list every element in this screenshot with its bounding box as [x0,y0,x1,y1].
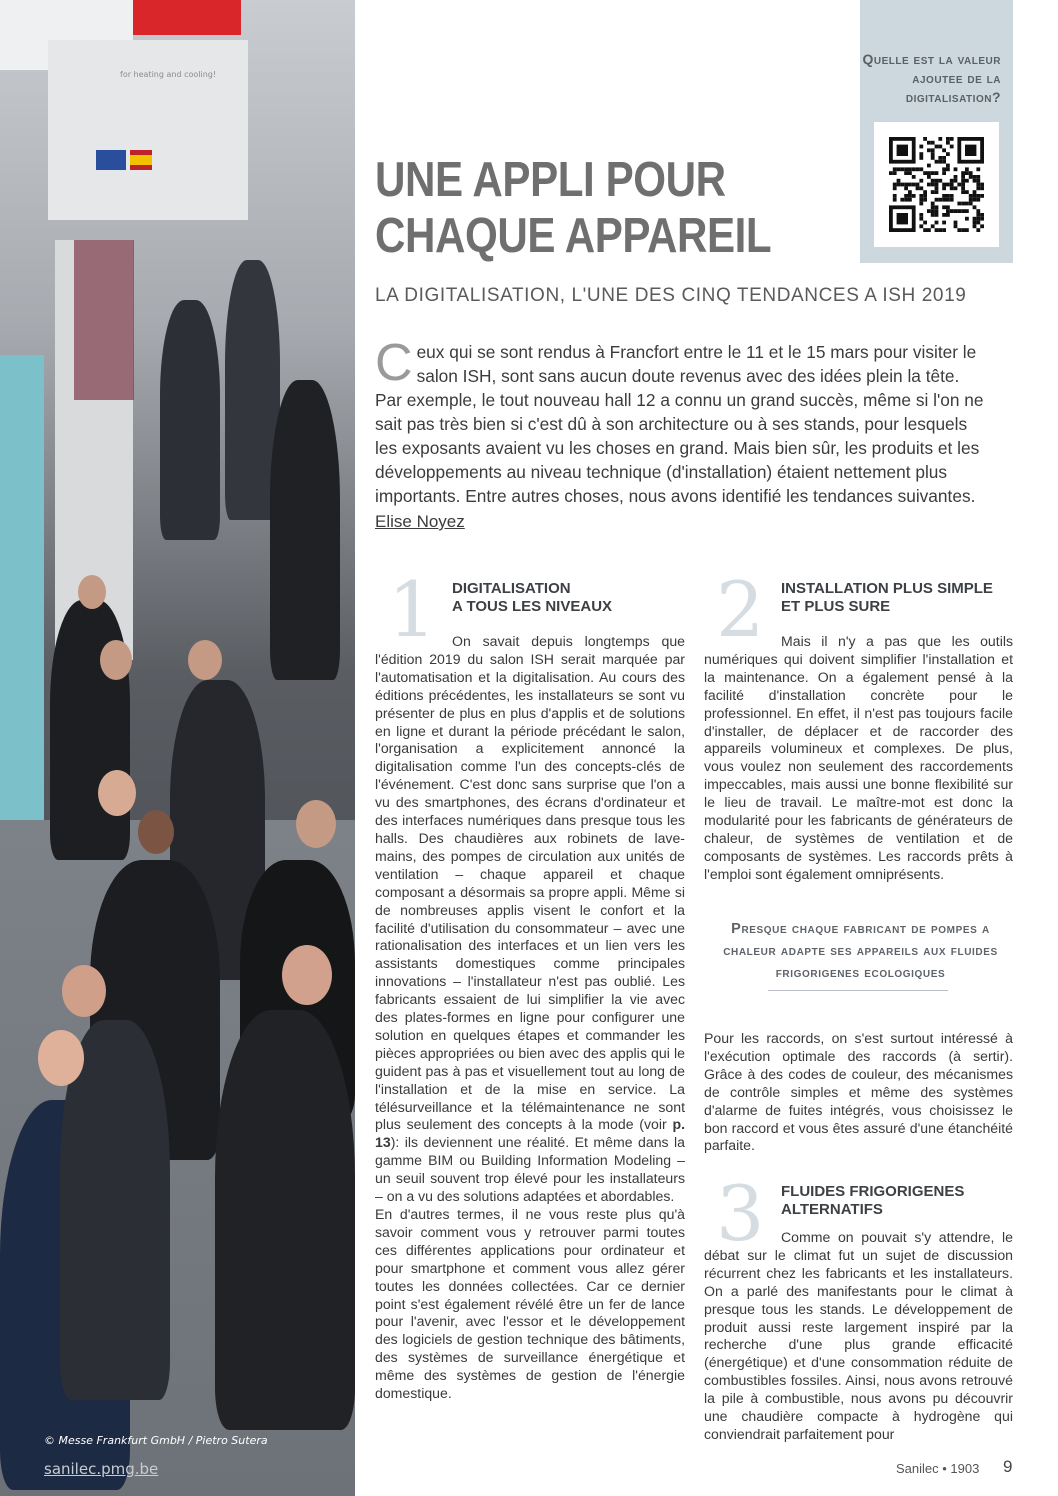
qr-code[interactable] [874,122,999,247]
section-2-heading [781,580,993,616]
qr-code-icon [889,137,984,232]
page-reference: p. 13 [375,1116,685,1151]
section-3-number: 3 [716,1169,765,1258]
spain-flag-icon [130,150,152,170]
exhibition-hall-photo [0,0,355,1496]
photo-cyan-wall [0,355,44,840]
section-2-heading-line-2: ET PLUS SURE [781,598,891,615]
section-1-paragraph-2: En d'autres termes, il ne vous reste plus qu'à savoir comment vous y retrouver parmi toutes ces différentes applications pour ordinateur et pour smartphone et comment vous allez gérer toutes les données collectées. Car ce dernier point s'est également révélé être un fer de lance pour l'avenir, avec l'essor et le développement des logiciels de gestion technique des bâtiments, des systèmes de surveillance énergétique et même des systèmes de gestion de l'énergie domestique. [375,1206,685,1402]
intro-text: eux qui se sont rendus à Francfort entre le 11 et le 15 mars pour visiter le salon ISH, sont sans aucun doute revenus avec des idées plein la tête. Par exemple, le tout nouveau hall 12 a connu un grand succès, même si l'on ne sait pas très bien si c'est dû à son architecture ou à ses stands, pour lesquels les exposants avaient vu les choses en grand. Mais bien sûr, les produits et les développements au niveau technique (d'installation) étaient nettement plus importants. Entre autres choses, nous avons identifié les tendances suivantes. [375,342,984,506]
section-1-para1-end: ): ils deviennent une réalité. Et même dans la gamme BIM ou Building Information Modeling – un seuil souvent trop élevé pour les installateurs – on a vu des solutions adaptées et abordables. [375,1134,685,1205]
section-1-number: 1 [388,565,437,654]
section-1-heading-line-1: DIGITALISATION [452,580,571,597]
crowd-head [296,800,336,848]
article-subtitle: LA DIGITALISATION, L'UNE DES CINQ TENDANCES A ISH 2019 [375,285,967,306]
title-line-1: UNE APPLI POUR [375,153,726,207]
section-1-body [375,633,685,1403]
photo-pillar-poster [74,240,134,400]
qr-question: Quelle est la valeur ajoutee de la digitalisation? [862,51,1001,105]
section-2-paragraph-2: Pour les raccords, on s'est surtout intéressé à l'exécution optimale des raccords (à sertir). Grâce à des codes de couleur, des mécanismes de contrôle simples et même des systèmes d'alarme de fuites intégrés, vous choisissez le bon raccord et vous êtes assuré d'une étanchéité parfaite. [704,1030,1013,1154]
photo-booth-text: for heating and cooling! [120,70,217,79]
page-title [375,152,788,264]
section-3-heading-line-1: FLUIDES FRIGORIGENES [781,1183,965,1200]
photo-credit: © Messe Frankfurt GmbH / Pietro Sutera [44,1434,268,1447]
digitalisation-qr-box [860,0,1013,263]
crowd-head [78,575,106,609]
crowd-head [188,640,222,680]
section-1-paragraph [375,633,685,1206]
section-2-heading-line-1: INSTALLATION PLUS SIMPLE [781,580,993,597]
photo-red-banner [133,0,241,35]
section-3-heading [781,1183,964,1219]
crowd-head [38,1030,84,1086]
pull-quote: Presque chaque fabricant de pompes a chaleur adapte ses appareils aux fluides frigorigenes ecologiques [723,921,998,981]
magazine-issue: Sanilec • 1903 [896,1461,980,1476]
title-line-2: CHAQUE APPAREIL [375,209,772,263]
website-link[interactable]: sanilec.pmg.be [44,1460,159,1478]
crowd-head [98,770,136,816]
section-3-heading-line-2: ALTERNATIFS [781,1201,883,1218]
crowd-person [215,1010,355,1430]
crowd-head [138,810,174,854]
section-1-heading-line-2: A TOUS LES NIVEAUX [452,598,613,615]
eu-flag-icon [96,150,126,170]
crowd-person [270,380,340,680]
section-1-para1: On savait depuis longtemps que l'édition 2019 du salon ISH serait marquée par l'automatisation et la digitalisation. Au cours des éditions précédentes, les installateurs se sont vu présenter de plus en plus d'applis et de solutions en ligne et durant la période précédant le salon, l'organisation a explicitement annoncé la digitalisation comme l'un des concepts-clés de l'événement. C'est donc sans surprise que l'on a vu des smartphones, des écrans d'ordinateur et des interfaces numériques dans presque tous les halls. Des chaudières aux robinets de lave-mains, des pompes de circulation aux unités de ventilation – chaque appareil et chaque composant a désormais sa propre appli. Même si de nombreuses applis visent le confort et la facilité d'utilisation du consommateur – avec une rationalisation des interfaces et un lien vers les assistants domestiques comme principales innovations – l'installateur n'est pas oublié. Les fabricants essaient de lui simplifier la vie avec des plates-formes en ligne pour configurer une solution en quelques étapes et commander les pièces appropriées ou bien avec des applis qui le guident pas à pas et visuellement tout au long de l'installation et de la mise en service. La télésurveillance et la télémaintenance ne sont plus seulement des concepts à la mode (voir [375,633,685,1133]
section-2-number: 2 [716,565,765,654]
section-2-body [704,633,1013,884]
crowd-person [160,300,220,540]
crowd-head [62,965,106,1017]
intro-dropcap: C [375,334,413,392]
photo-booth [48,40,248,220]
section-3-paragraph: Comme on pouvait s'y attendre, le débat sur le climat fut un sujet de discussion récurrent chez les fabricants et les installateurs. On a parlé des manifestants pour le climat à presque tous les stands. Le développement de produit aussi reste largement inspiré par la recherche d'une plus grande efficacité (énergétique) et d'une consommation réduite de combustibles fossiles. Ainsi, nous avons retrouvé la pile à combustible, nous avons pu découvrir une chaudière compacte à hydrogène qui conviendrait parfaitement pour [704,1229,1013,1442]
section-2-paragraph: Mais il n'y a pas que les outils numériques qui doivent simplifier l'installation et la maintenance. On a également pensé à la facilité d'installation concrète pour le professionnel. En effet, il n'est pas toujours facile d'installer, de déplacer et de raccorder des appareils volumineux et complexes. De plus, vous voulez non seulement des raccordements impeccables, mais aussi une bonne flexibilité sur le lieu de travail. Le maître-mot est donc la modularité pour les fabricants de générateurs de chaleur, de systèmes de ventilation et de composants de systèmes. Les raccords prêts à l'emploi sont également omniprésents. [704,633,1013,882]
article-intro [375,334,987,508]
pull-quote-divider [768,990,948,991]
crowd-person [50,600,130,860]
crowd-head [282,945,332,1005]
section-3-body [704,1229,1013,1444]
author-link[interactable]: Elise Noyez [375,512,465,531]
page-number: 9 [1003,1457,1013,1476]
section-2-continued [704,1030,1013,1155]
section-1-heading [452,580,612,616]
crowd-head [100,640,132,680]
